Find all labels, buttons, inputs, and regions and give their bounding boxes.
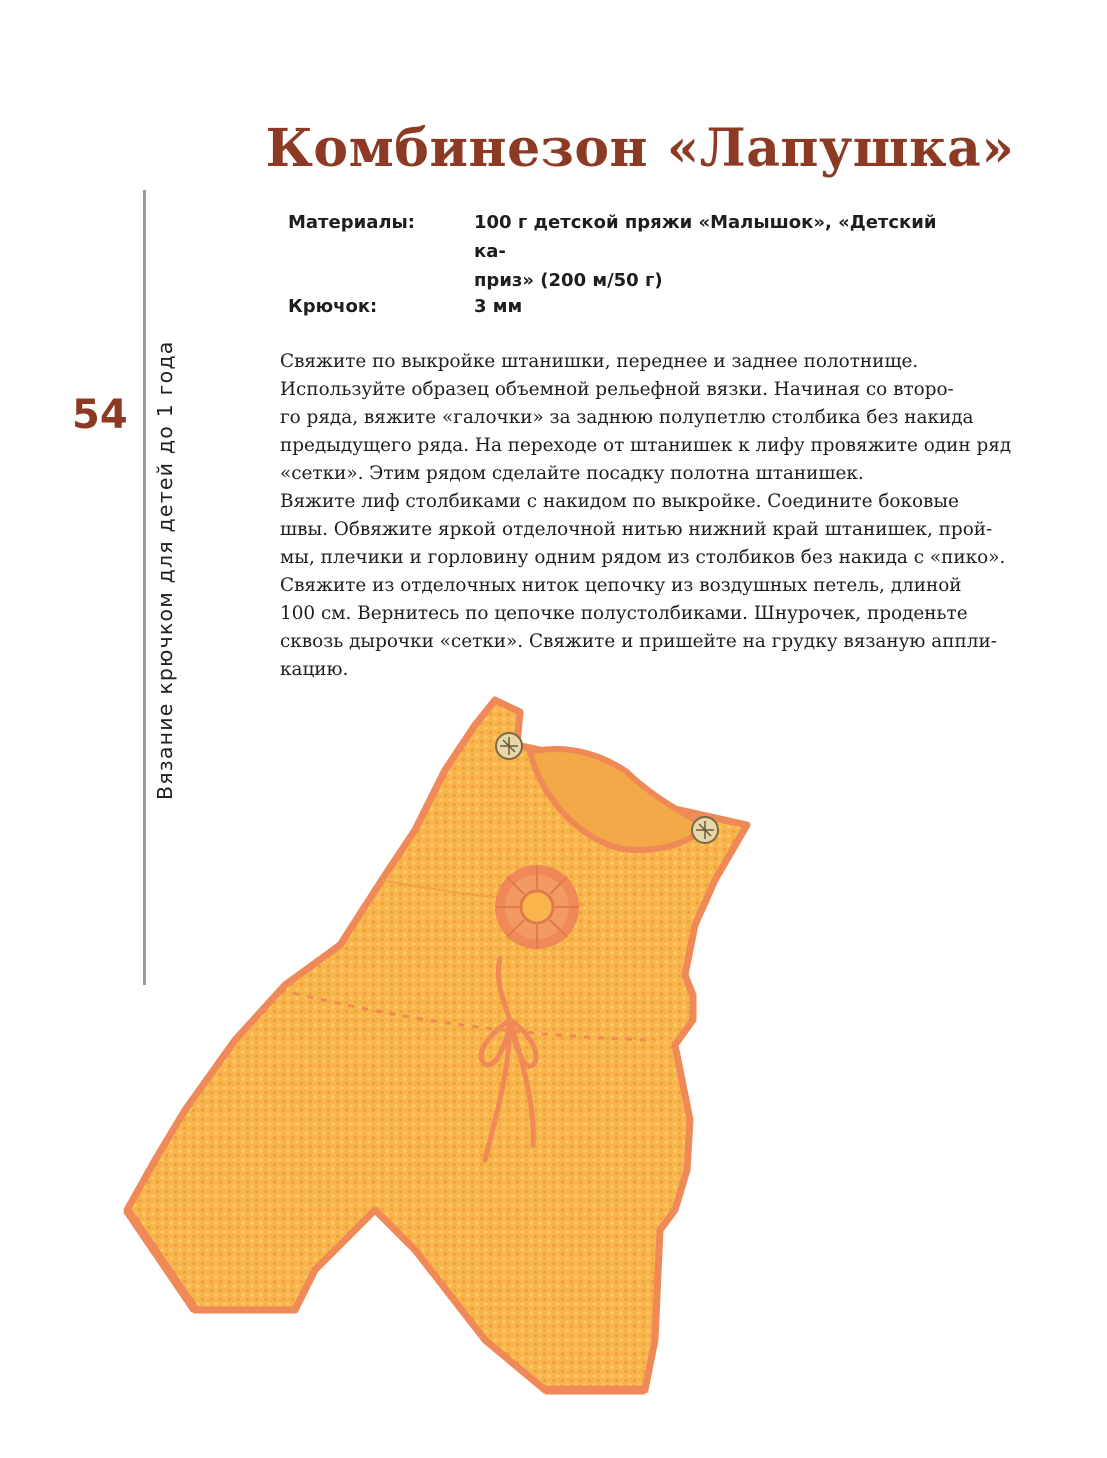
materials-line-2: приз» (200 м/50 г) <box>474 270 663 291</box>
materials-spec <box>288 208 988 291</box>
page-number: 54 <box>72 392 128 438</box>
text-line: го ряда, вяжите «галочки» за заднюю полупетлю столбика без накида <box>280 407 974 428</box>
materials-value <box>474 208 974 295</box>
text-line: швы. Обвяжите яркой отделочной нитью нижний край штанишек, прой- <box>280 519 993 540</box>
knitted-romper-photo <box>115 690 765 1400</box>
text-line: сквозь дырочки «сетки». Свяжите и пришейте на грудку вязаную аппли- <box>280 631 997 652</box>
text-line: Используйте образец объемной рельефной вязки. Начиная со второ- <box>280 379 954 400</box>
hook-value: 3 мм <box>474 296 523 317</box>
text-line: Свяжите из отделочных ниток цепочку из воздушных петель, длиной <box>280 575 962 596</box>
hook-label: Крючок: <box>288 296 378 317</box>
instructions-text <box>280 348 1020 684</box>
materials-label: Материалы: <box>288 212 416 233</box>
text-line: предыдущего ряда. На переходе от штанишек к лифу провяжите один ряд <box>280 435 1012 456</box>
materials-line-1: 100 г детской пряжи «Малышок», «Детский ка- <box>474 212 937 262</box>
button <box>496 733 522 759</box>
text-line: «сетки». Этим рядом сделайте посадку полотна штанишек. <box>280 463 864 484</box>
text-line: 100 см. Вернитесь по цепочке полустолбиками. Шнурочек, проденьте <box>280 603 968 624</box>
page-title: Комбинезон «Лапушка» <box>265 118 1015 179</box>
button <box>692 817 718 843</box>
hook-spec <box>288 292 988 322</box>
text-line: кацию. <box>280 659 349 680</box>
book-title-vertical: Вязание крючком для детей до 1 года <box>153 340 177 800</box>
text-line: Вяжите лиф столбиками с накидом по выкройке. Соедините боковые <box>280 491 959 512</box>
flower-applique <box>495 865 579 949</box>
text-line: мы, плечики и горловину одним рядом из столбиков без накида с «пико». <box>280 547 1006 568</box>
text-line: Свяжите по выкройке штанишки, переднее и заднее полотнище. <box>280 351 919 372</box>
